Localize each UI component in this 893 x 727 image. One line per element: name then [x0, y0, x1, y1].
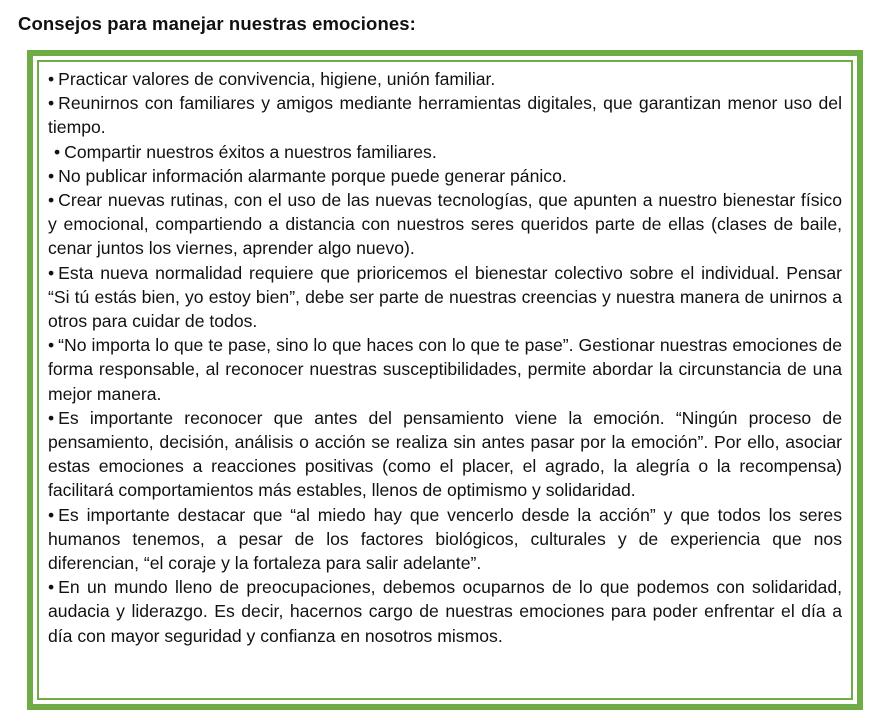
tip-item: [48, 406, 842, 503]
tip-item: [48, 140, 842, 164]
tip-text: Esta nueva normalidad requiere que prioricemos el bienestar colectivo sobre el individual. Pensar “Si tú estás bien, yo estoy bien”, debe ser parte de nuestras creencias y nuestra manera de unirnos a otros para cuidar de todos.: [48, 262, 842, 332]
bullet-icon: •: [54, 141, 61, 162]
bullet-icon: •: [48, 335, 55, 356]
tip-item: [48, 91, 842, 139]
bullet-icon: •: [48, 577, 55, 598]
tip-text: No publicar información alarmante porque puede generar pánico.: [58, 165, 567, 186]
tip-text: Compartir nuestros éxitos a nuestros familiares.: [64, 141, 437, 162]
bullet-icon: •: [48, 504, 55, 525]
tip-text: Es importante reconocer que antes del pensamiento viene la emoción. “Ningún proceso de pensamiento, decisión, análisis o acción se realiza sin antes pasar por la emoción”. Por ello, asociar estas emociones a reacciones positivas (como el placer, el agrado, la alegría o la recompensa) facilitará comportamientos más estables, llenos de optimismo y solidaridad.: [48, 407, 842, 501]
bullet-icon: •: [48, 190, 55, 211]
tip-item: [48, 67, 842, 91]
tip-item: [48, 333, 842, 406]
bullet-icon: •: [48, 262, 55, 283]
tip-text: “No importa lo que te pase, sino lo que haces con lo que te pase”. Gestionar nuestras emociones de forma responsable, al reconocer nuestras susceptibilidades, permite abordar la circunstancia de una mejor manera.: [48, 335, 842, 404]
bullet-icon: •: [48, 69, 55, 89]
bullet-icon: •: [48, 407, 55, 428]
document-title: Consejos para manejar nuestras emociones:: [18, 13, 416, 34]
tip-text: Practicar valores de convivencia, higiene, unión familiar.: [58, 69, 496, 89]
tip-text: Es importante destacar que “al miedo hay que vencerlo desde la acción” y que todos los seres humanos tenemos, a pesar de los factores biológicos, culturales y de experiencia que nos diferencian, “el coraje y la fortaleza para salir adelante”.: [48, 504, 842, 574]
tip-text: Reunirnos con familiares y amigos mediante herramientas digitales, que garantizan menor uso del tiempo.: [48, 93, 842, 138]
tip-text: Crear nuevas rutinas, con el uso de las nuevas tecnologías, que apunten a nuestro bienestar físico y emocional, compartiendo a distancia con nuestros seres queridos parte de ellas (clases de baile, cenar juntos los viernes, aprender algo nuevo).: [48, 190, 842, 259]
tip-item: [48, 188, 842, 261]
bullet-icon: •: [48, 165, 55, 186]
bullet-icon: •: [48, 93, 55, 114]
tips-list: [48, 67, 842, 648]
tip-text: En un mundo lleno de preocupaciones, debemos ocuparnos de lo que podemos con solidaridad, audacia y liderazgo. Es decir, hacernos cargo de nuestras emociones para poder enfrentar el día a día con mayor seguridad y confianza en nosotros mismos.: [48, 577, 842, 646]
tip-item: [48, 261, 842, 334]
tip-item: [48, 503, 842, 576]
tip-item: [48, 575, 842, 648]
tip-item: [48, 164, 842, 188]
